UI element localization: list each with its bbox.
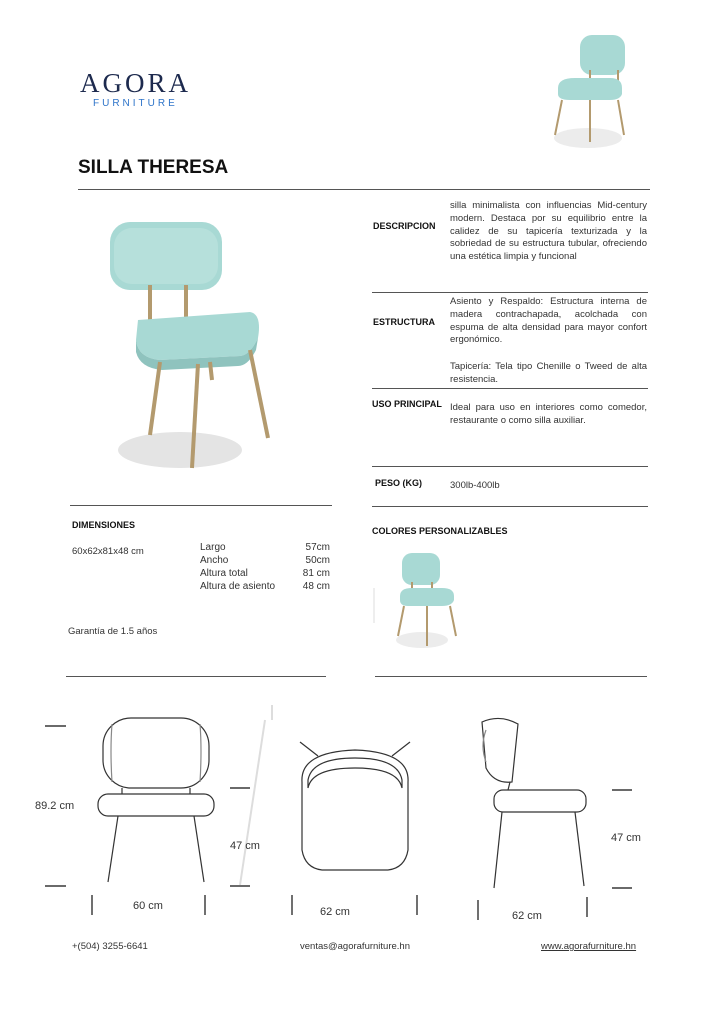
spec-label-estructura: ESTRUCTURA <box>373 317 435 327</box>
footer-website-link[interactable]: www.agorafurniture.hn <box>541 941 637 952</box>
color-swatch-chair-image <box>372 548 472 656</box>
spec-divider-1 <box>372 292 648 293</box>
chair-thumbnail-image <box>540 30 640 155</box>
spec-divider-2 <box>372 388 648 389</box>
measure-front-seat-height: 47 cm <box>230 840 260 852</box>
dimensions-divider-top <box>70 505 332 506</box>
measure-side-depth: 62 cm <box>512 910 542 922</box>
spec-divider-4 <box>372 506 648 507</box>
measure-front-width: 60 cm <box>133 900 163 912</box>
product-title: SILLA THERESA <box>78 157 229 178</box>
spec-label-peso: PESO (KG) <box>375 478 423 488</box>
measure-total-height: 89.2 cm <box>35 800 75 812</box>
dimension-name: Altura de asiento <box>200 581 276 592</box>
footer-phone: +(504) 3255-6641 <box>72 941 148 952</box>
dimensions-table <box>200 541 330 593</box>
dimensions-summary: 60x62x81x48 cm <box>72 546 144 557</box>
dimension-value: 81 cm <box>302 568 330 579</box>
chair-main-image <box>100 210 275 475</box>
front-view-drawing <box>98 718 214 882</box>
top-view-drawing <box>300 742 410 870</box>
dimension-name: Ancho <box>200 555 229 566</box>
dimension-name: Largo <box>200 542 226 553</box>
footer-email[interactable]: ventas@agorafurniture.hn <box>300 941 410 952</box>
spec-text-descripcion: silla minimalista con influencias Mid-century modern. Destaca por su equilibrio entre la calidez de su tapicería texturizada y la sobriedad de su estructura tubular, ofreciendo una estética limpia y funcional <box>450 200 647 263</box>
dimensions-divider-bottom <box>66 676 326 677</box>
spec-label-uso: USO PRINCIPAL <box>372 399 442 409</box>
brand-logo-subtitle: FURNITURE <box>93 98 178 109</box>
dimension-row <box>200 554 330 567</box>
title-divider <box>78 189 650 190</box>
dimension-row <box>200 580 330 593</box>
colors-divider-bottom <box>375 676 647 677</box>
dimension-row <box>200 541 330 554</box>
colors-label: COLORES PERSONALIZABLES <box>372 526 508 536</box>
technical-drawings <box>0 690 723 930</box>
brand-logo: AGORA <box>80 68 192 98</box>
spec-text-estructura-2: Tapicería: Tela tipo Chenille o Tweed de alta resistencia. <box>450 361 647 385</box>
dimension-row <box>200 567 330 580</box>
measure-top-depth: 62 cm <box>320 906 350 918</box>
spec-divider-3 <box>372 466 648 467</box>
spec-label-descripcion: DESCRIPCION <box>373 221 436 231</box>
measure-side-seat-height: 47 cm <box>611 832 641 844</box>
dimension-value: 50cm <box>305 555 330 566</box>
dimension-name: Altura total <box>200 568 248 579</box>
dimension-value: 57cm <box>305 542 330 553</box>
spec-text-peso: 300lb-400lb <box>450 480 500 491</box>
warranty-text: Garantía de 1.5 años <box>68 626 158 637</box>
dimensions-label: DIMENSIONES <box>72 520 136 530</box>
spec-text-uso: Ideal para uso en interiores como comedor, restaurante o como silla auxiliar. <box>450 402 647 426</box>
dimension-value: 48 cm <box>302 581 330 592</box>
side-view-drawing <box>482 718 586 888</box>
spec-text-estructura: Asiento y Respaldo: Estructura interna de madera contrachapada, acolchada con espuma de alta densidad para mayor confort ergonómico. <box>450 296 647 346</box>
